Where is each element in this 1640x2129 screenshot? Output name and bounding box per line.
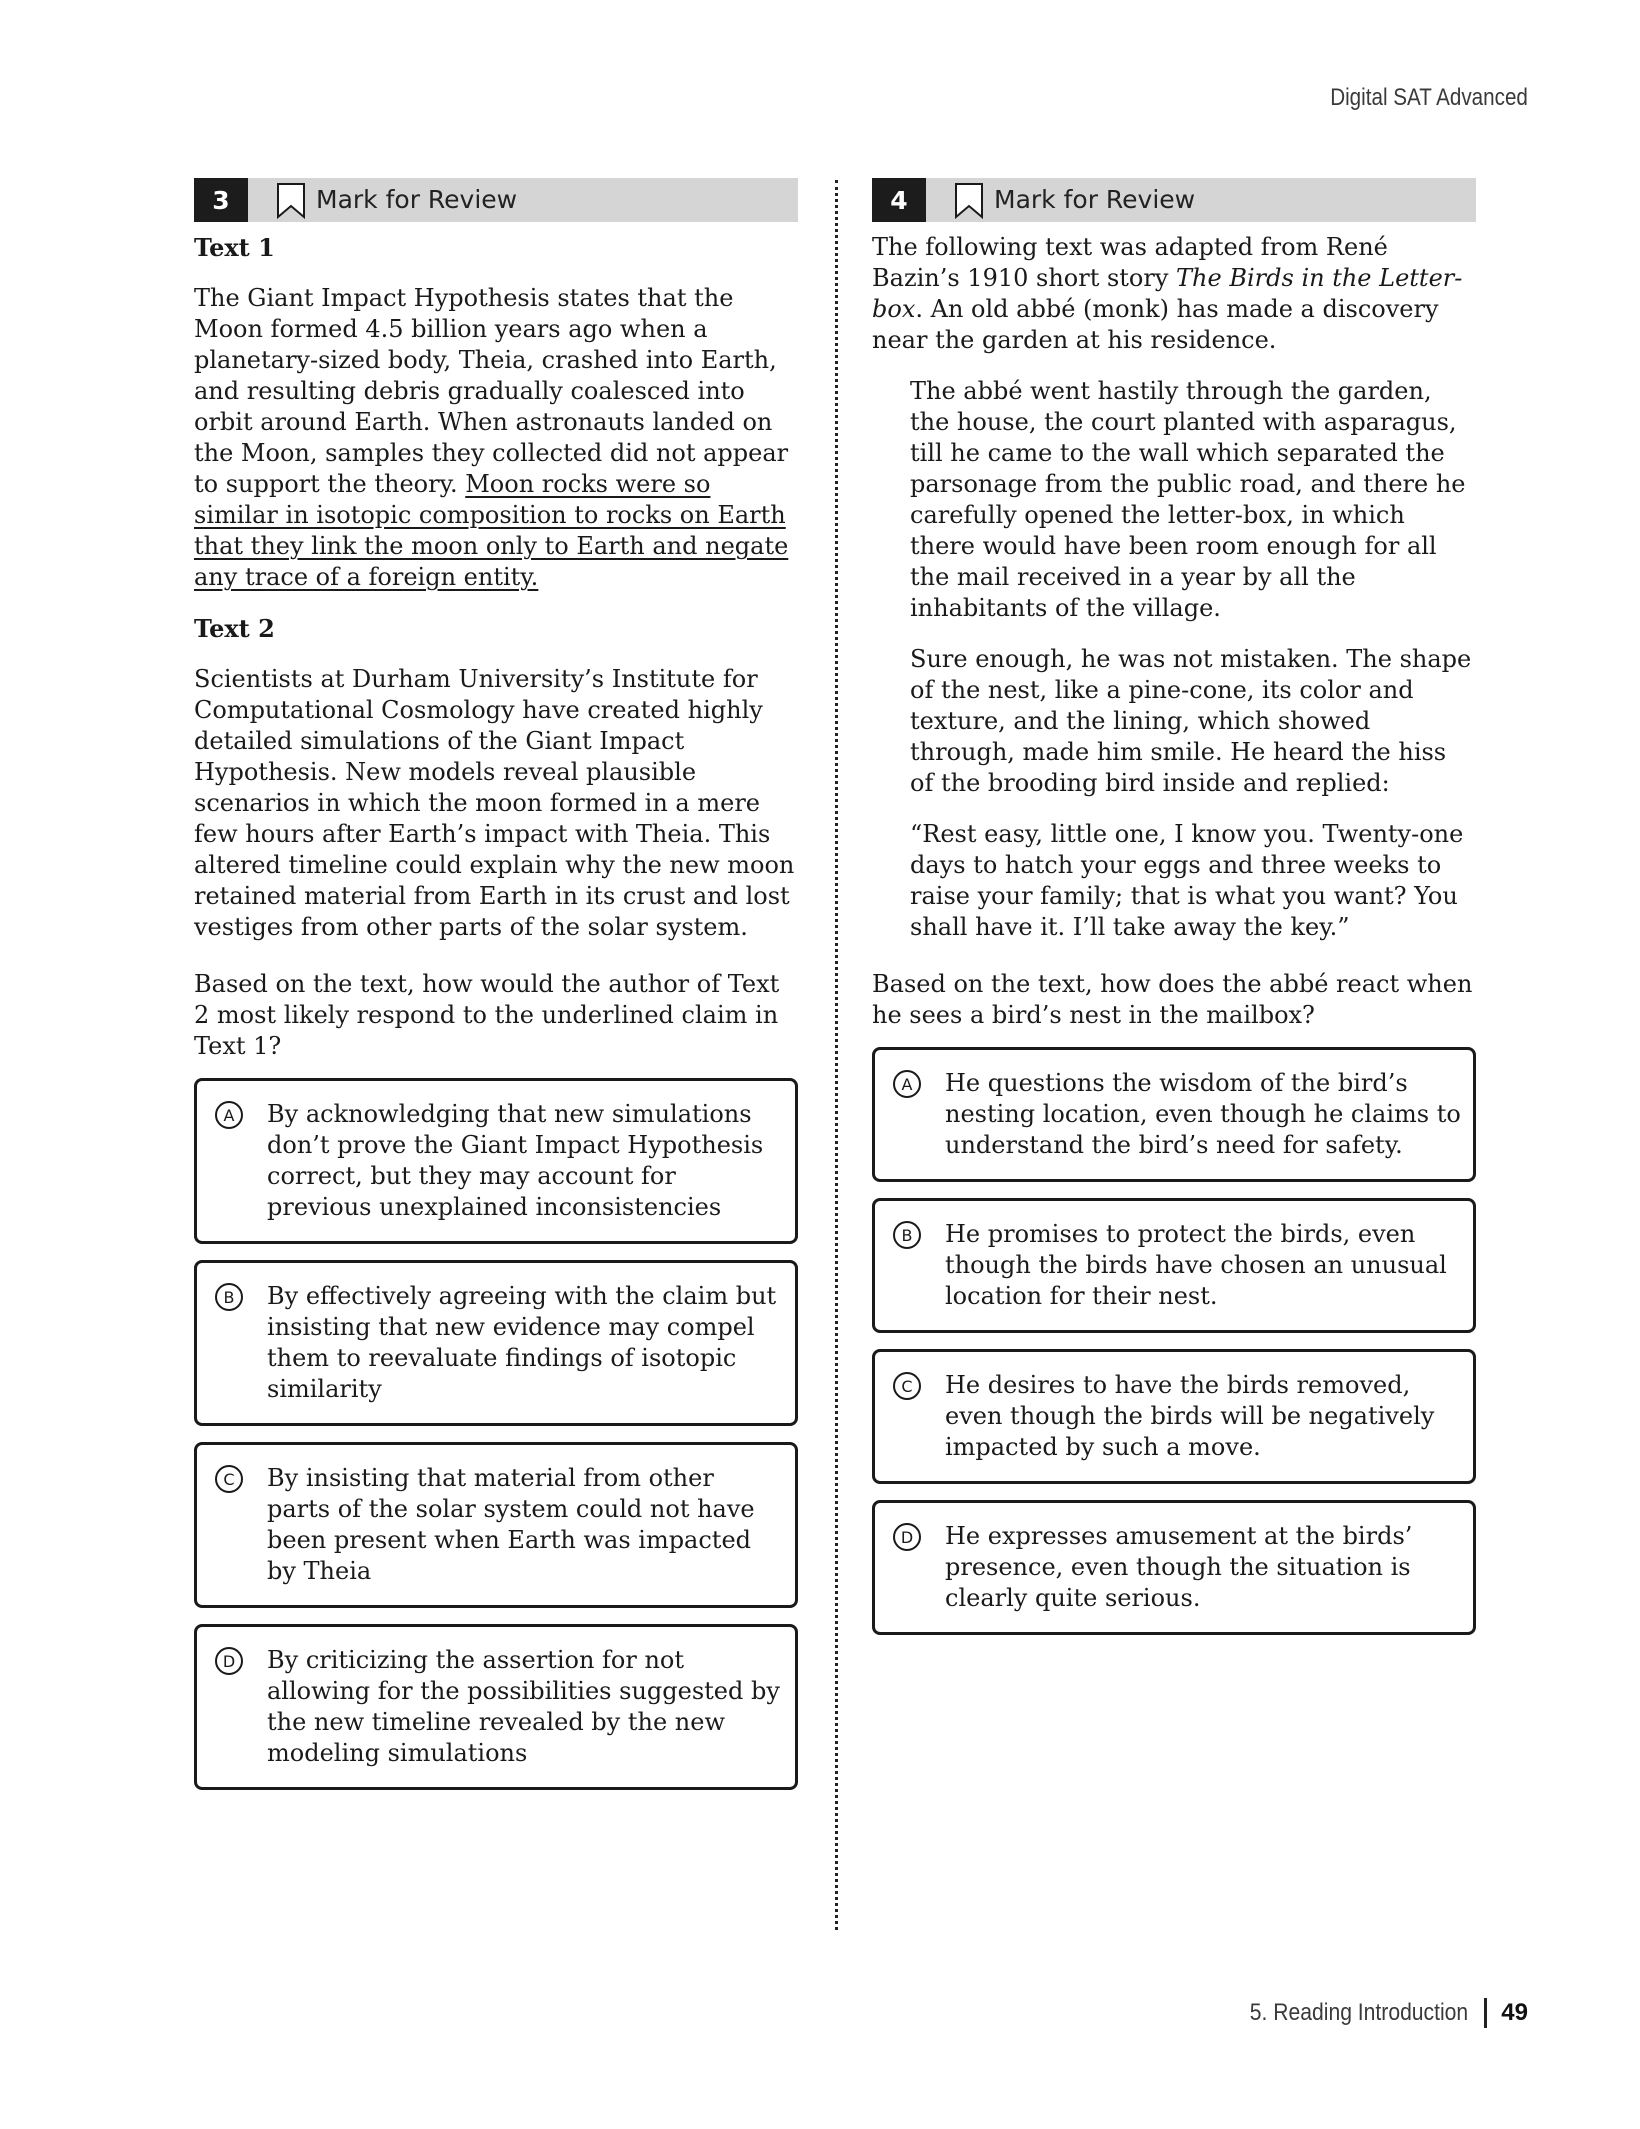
choice-letter-icon: D bbox=[215, 1647, 243, 1675]
passage-paragraph: The abbé went hastily through the garden, the house, the court planted with asparagus, till he came to the wall which separated the parsonage from the public road, and there he carefully opened the letter-box, in which there would have been room enough for all the mail received in a year by all the inhabitants of the village. bbox=[910, 377, 1466, 622]
question-prompt: Based on the text, how does the abbé react when he sees a bird’s nest in the mailbox? bbox=[872, 970, 1473, 1029]
question-prompt: Based on the text, how would the author of Text 2 most likely respond to the underlined claim in Text 1? bbox=[194, 970, 780, 1060]
answer-choice-c[interactable] bbox=[872, 1349, 1476, 1484]
choice-letter-icon: B bbox=[893, 1221, 921, 1249]
question-number: 3 bbox=[194, 178, 248, 222]
column-divider bbox=[835, 180, 838, 1930]
choice-text: He expresses amusement at the birds’ presence, even though the situation is clearly quite serious. bbox=[945, 1522, 1413, 1612]
page-footer bbox=[1220, 1997, 1528, 2029]
question-3-header bbox=[194, 178, 798, 222]
running-head: Digital SAT Advanced bbox=[1330, 84, 1528, 111]
page-number: 49 bbox=[1501, 1999, 1528, 2026]
bookmark-icon[interactable] bbox=[276, 182, 306, 220]
bookmark-icon[interactable] bbox=[954, 182, 984, 220]
choice-text: He promises to protect the birds, even though the birds have chosen an unusual location for their nest. bbox=[945, 1220, 1447, 1310]
answer-choice-b[interactable] bbox=[194, 1260, 798, 1426]
choice-letter-icon: C bbox=[893, 1372, 921, 1400]
mark-for-review-button[interactable]: Mark for Review bbox=[316, 185, 518, 214]
passage-paragraph: Sure enough, he was not mistaken. The shape of the nest, like a pine-cone, its color and texture, and the lining, which showed through, made him smile. He heard the hiss of the brooding bird inside and replied: bbox=[910, 645, 1472, 797]
choice-text: By insisting that material from other parts of the solar system could not have been present when Earth was impacted by Theia bbox=[267, 1464, 755, 1585]
chapter-label: 5. Reading Introduction bbox=[1249, 1999, 1469, 2026]
text1-body: The Giant Impact Hypothesis states that the Moon formed 4.5 billion years ago when a planetary-sized body, Theia, crashed into Earth, and resulting debris gradually coalesced into orbit around Earth. When astronauts landed on the Moon, samples they collected did not appear to support the theory. bbox=[194, 284, 789, 498]
passage-intro bbox=[872, 232, 1476, 356]
answer-choice-a[interactable] bbox=[872, 1047, 1476, 1182]
choice-text: He desires to have the birds removed, even though the birds will be negatively impacted by such a move. bbox=[945, 1371, 1435, 1461]
mark-for-review-button[interactable]: Mark for Review bbox=[994, 185, 1196, 214]
answer-choice-c[interactable] bbox=[194, 1442, 798, 1608]
choice-letter-icon: A bbox=[215, 1101, 243, 1129]
choice-text: By acknowledging that new simulations don’t prove the Giant Impact Hypothesis correct, but they may account for previous unexplained inconsistencies bbox=[267, 1100, 764, 1221]
footer-divider bbox=[1484, 1998, 1487, 2028]
choice-text: By effectively agreeing with the claim but insisting that new evidence may compel them to reevaluate findings of isotopic similarity bbox=[267, 1282, 777, 1403]
answer-choice-d[interactable] bbox=[872, 1500, 1476, 1635]
choice-letter-icon: C bbox=[215, 1465, 243, 1493]
answer-choice-d[interactable] bbox=[194, 1624, 798, 1790]
question-4-header bbox=[872, 178, 1476, 222]
choice-letter-icon: B bbox=[215, 1283, 243, 1311]
text1-passage bbox=[194, 283, 798, 593]
choice-letter-icon: D bbox=[893, 1523, 921, 1551]
intro-text-end: . An old abbé (monk) has made a discovery near the garden at his residence. bbox=[872, 295, 1439, 354]
choice-text: By criticizing the assertion for not allowing for the possibilities suggested by the new timeline revealed by the new modeling simulations bbox=[267, 1646, 780, 1767]
text2-passage: Scientists at Durham University’s Institute for Computational Cosmology have created highly detailed simulations of the Giant Impact Hypothesis. New models reveal plausible scenarios in which the moon formed in a mere few hours after Earth’s impact with Theia. This altered timeline could explain why the new moon retained material from Earth in its crust and lost vestiges from other parts of the solar system. bbox=[194, 665, 795, 941]
answer-choice-a[interactable] bbox=[194, 1078, 798, 1244]
passage-paragraph: “Rest easy, little one, I know you. Twenty-one days to hatch your eggs and three weeks to raise your family; that is what you want? You shall have it. I’ll take away the key.” bbox=[910, 820, 1464, 941]
intro-text: The following text was adapted from René Bazin’s 1910 short story bbox=[872, 233, 1388, 292]
question-3 bbox=[194, 178, 798, 1806]
underlined-claim: Moon rocks were so similar in isotopic composition to rocks on Earth that they link the moon only to Earth and negate any trace of a foreign entity. bbox=[194, 470, 789, 591]
question-number: 4 bbox=[872, 178, 926, 222]
choice-text: He questions the wisdom of the bird’s nesting location, even though he claims to understand the bird’s need for safety. bbox=[945, 1069, 1461, 1159]
text1-label: Text 1 bbox=[194, 233, 275, 262]
answer-choice-b[interactable] bbox=[872, 1198, 1476, 1333]
question-4 bbox=[872, 178, 1476, 1651]
story-title: The Birds in the Letter-box bbox=[872, 264, 1463, 323]
choice-letter-icon: A bbox=[893, 1070, 921, 1098]
text2-label: Text 2 bbox=[194, 614, 275, 643]
